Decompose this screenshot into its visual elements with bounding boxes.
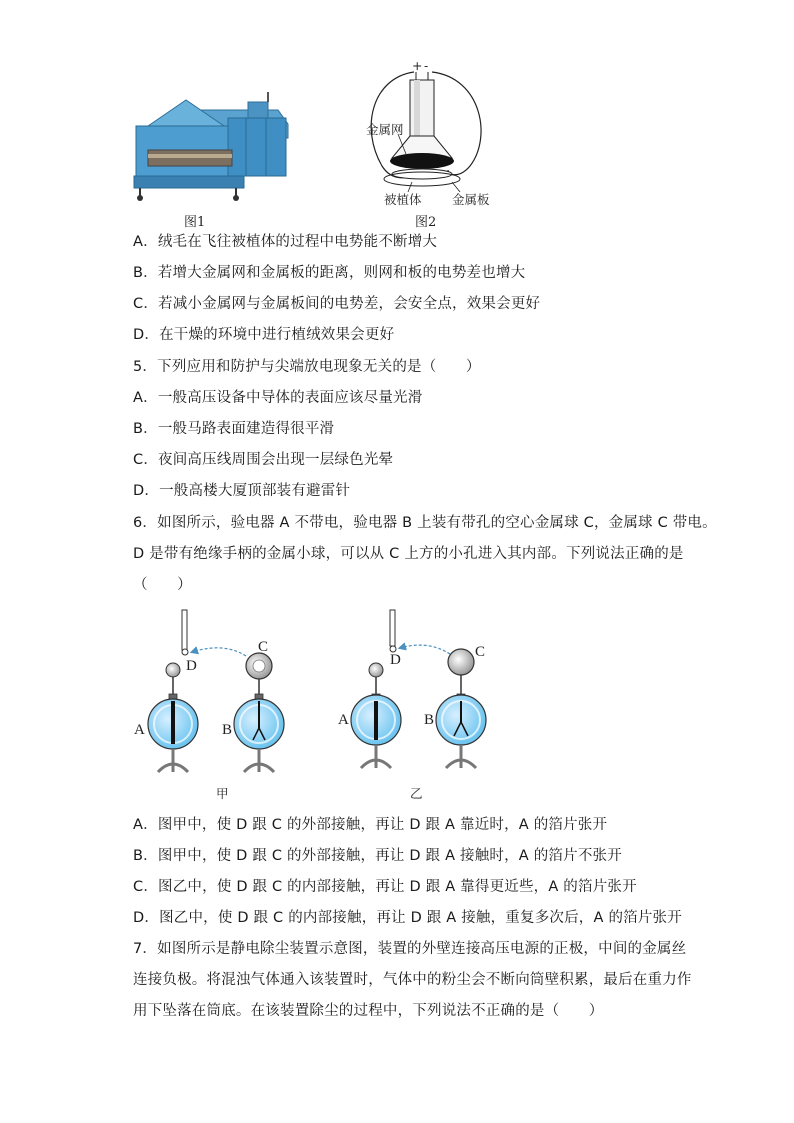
label-metal-mesh: 金属网: [366, 122, 404, 137]
figure-2-caption: 图2: [415, 215, 437, 230]
terminal-plus: +: [412, 58, 423, 73]
q7-stem-line-2: 连接负极。将混浊气体通入该装置时，气体中的粉尘会不断向筒壁积累，最后在重力作: [133, 972, 692, 988]
q5-option-c: C．夜间高压线周围会出现一层绿色光晕: [133, 452, 394, 468]
panel-yi: [338, 610, 486, 801]
q4-option-d: D．在干燥的环境中进行植绒效果会更好: [133, 327, 395, 343]
figure-1-caption: 图1: [184, 215, 206, 230]
q6-option-d: D．图乙中，使 D 跟 C 的内部接触，再让 D 跟 A 接触，重复多次后，A 的箔片张开: [133, 910, 682, 926]
q6-option-a: A．图甲中，使 D 跟 C 的外部接触，再让 D 跟 A 靠近时，A 的箔片张开: [133, 817, 608, 833]
q5-option-b: B．一般马路表面建造得很平滑: [133, 421, 335, 437]
label-c-yi: C: [475, 644, 486, 660]
q5-option-a: A．一般高压设备中导体的表面应该尽量光滑: [133, 390, 423, 406]
label-flocked-object: 被植体: [384, 192, 422, 207]
q6-stem-line-1: 6．如图所示，验电器 A 不带电，验电器 B 上装有带孔的空心金属球 C，金属球 C 带电。: [133, 515, 717, 531]
terminal-minus: -: [424, 58, 429, 73]
q4-option-c: C．若减小金属网与金属板间的电势差，会安全点，效果会更好: [133, 296, 541, 312]
label-d-jia: D: [186, 658, 197, 674]
label-jia: 甲: [216, 786, 229, 801]
label-yi: 乙: [410, 786, 423, 801]
q6-stem-line-3: （ ）: [133, 577, 192, 593]
q6-option-c: C．图乙中，使 D 跟 C 的内部接触，再让 D 跟 A 靠得更近些，A 的箔片张开: [133, 879, 637, 895]
q7-stem-line-1: 7．如图所示是静电除尘装置示意图，装置的外壁连接高压电源的正极，中间的金属丝: [133, 941, 687, 957]
label-d-yi: D: [390, 652, 401, 668]
q6-electroscope-figure: [128, 606, 508, 802]
label-c-jia: C: [258, 639, 269, 655]
q7-stem-line-3: 用下坠落在筒底。在该装置除尘的过程中，下列说法不正确的是（ ）: [133, 1003, 604, 1019]
q4-option-a: A．绒毛在飞往被植体的过程中电势能不断增大: [133, 234, 438, 250]
flocking-schematic-diagram: [352, 58, 502, 210]
q4-option-b: B．若增大金属网和金属板的距离，则网和板的电势差也增大: [133, 265, 526, 281]
label-metal-plate: 金属板: [452, 192, 490, 207]
figure-2-flocking-schematic: [352, 58, 502, 210]
electroscope-diagram: [128, 606, 508, 802]
label-b-jia: B: [222, 722, 233, 738]
flocking-machine-illustration: [128, 88, 298, 206]
panel-jia: [134, 610, 284, 801]
label-b-yi: B: [424, 712, 435, 728]
label-a-yi: A: [338, 712, 349, 728]
figure-1-flocking-machine: [128, 88, 298, 206]
label-a-jia: A: [134, 722, 145, 738]
q6-stem-line-2: D 是带有绝缘手柄的金属小球，可以从 C 上方的小孔进入其内部。下列说法正确的是: [133, 546, 684, 562]
q5-option-d: D．一般高楼大厦顶部装有避雷针: [133, 483, 351, 499]
q6-option-b: B．图甲中，使 D 跟 C 的外部接触，再让 D 跟 A 接触时，A 的箔片不张开: [133, 848, 622, 864]
q5-stem: 5．下列应用和防护与尖端放电现象无关的是（ ）: [133, 359, 481, 375]
